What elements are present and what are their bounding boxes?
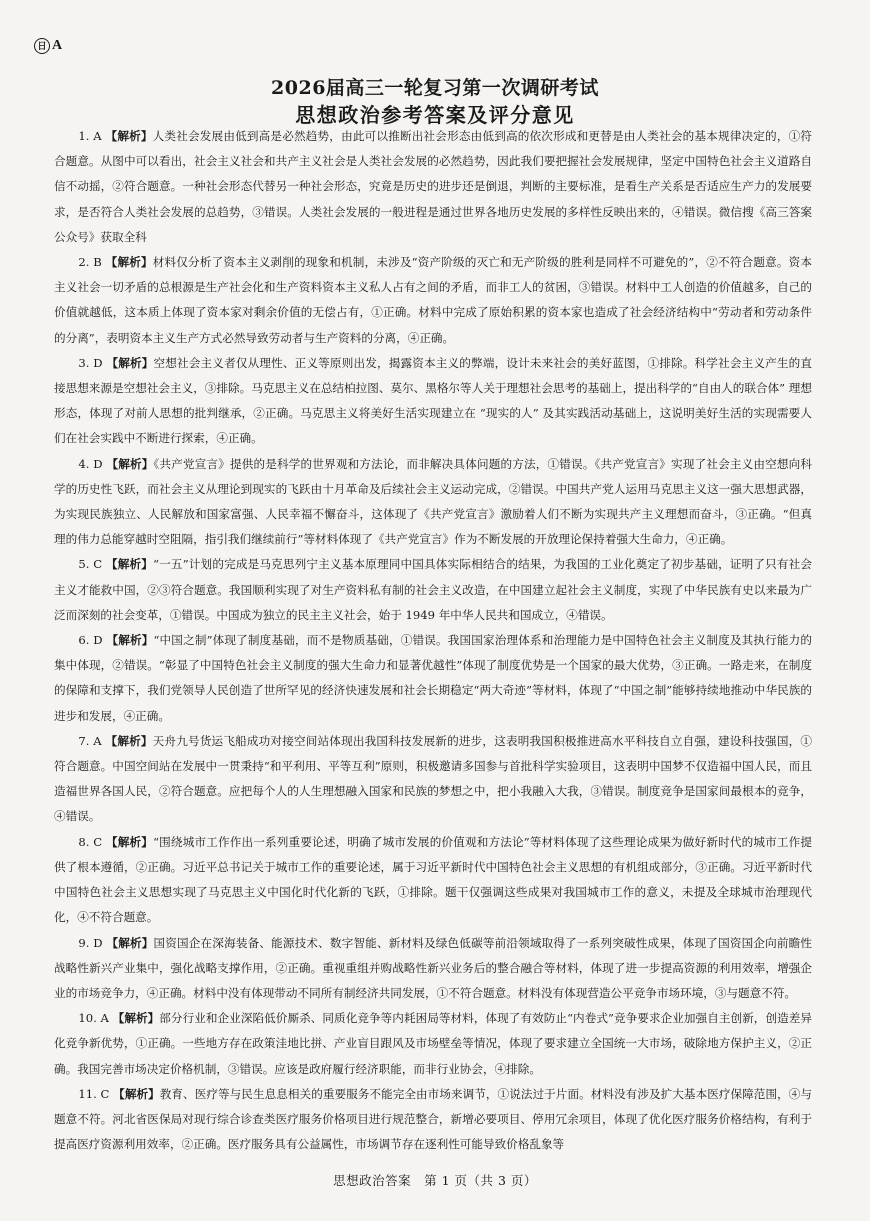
answer-text: 空想社会主义者仅从理性、正义等原则出发，揭露资本主义的弊端，设计未来社会的美好蓝图，①排除。科学社会主义产生的直接思想来源是空想社会主义，③排除。马克思主义在总结柏拉图、莫尔、黑格尔等人关于理想社会思考的基础上，提出科学的“自由人的联合体” 理想形态，体现了对前人思想的批判继承，②正确。马克思主义将美好生活实现建立在 “现实的人” 及其实践活动基础上，这说明美好生活的实现需要人们在社会实践中不断进行探索，④正确。 (54, 355, 812, 446)
answer-head: 9. D (78, 935, 103, 950)
page-footer: 思想政治答案 第 1 页（共 3 页） (333, 1173, 537, 1188)
analysis-tag: 【解析】 (113, 1086, 160, 1101)
answer-text: 《共产党宣言》提供的是科学的世界观和方法论，而非解决具体问题的方法，①错误。《共产党宣言》实现了社会主义由空想向科学的历史性飞跃，而社会主义从理论到现实的飞跃由十月革命及后续社会主义运动完成，②错误。中国共产党人运用马克思主义这一强大思想武器，为实现民族独立、人民解放和国家富强、人民幸福不懈奋斗，这体现了《共产党宣言》激励着人们不断为实现共产主义理想而奋斗，③正确。“但真理的伟力总能穿越时空阻隔，指引我们继续前行”等材料体现了《共产党宣言》作为不断发展的开放理论保持着强大生命力，④正确。 (54, 456, 813, 547)
answer-text: 教育、医疗等与民生息息相关的重要服务不能完全由市场来调节，①说法过于片面。材料没有涉及扩大基本医疗保障范围，④与题意不符。河北省医保局对现行综合诊查类医疗服务价格项目进行规范整合，新增必要项目、停用冗余项目，体现了优化医疗服务价格结构，有利于提高医疗资源利用效率，②正确。医疗服务具有公益属性，市场调节存在逐利性可能导致价格乱象等 (54, 1086, 812, 1152)
answer-item-9 (54, 931, 812, 1007)
version-circle-mark: 日 (34, 38, 50, 54)
analysis-tag: 【解析】 (106, 834, 154, 849)
analysis-tag: 【解析】 (106, 355, 154, 370)
answer-item-2 (54, 250, 812, 351)
answer-item-4 (54, 452, 812, 553)
answer-subtitle: 思想政治参考答案及评分意见 (295, 103, 575, 127)
answer-item-8 (54, 830, 812, 931)
answer-head: 4. D (78, 456, 103, 471)
answer-head: 5. C (78, 557, 103, 572)
analysis-tag: 【解析】 (106, 633, 154, 648)
answer-item-7 (54, 729, 812, 830)
analysis-tag: 【解析】 (112, 1011, 160, 1026)
analysis-tag: 【解析】 (105, 129, 153, 143)
answer-item-5 (54, 552, 812, 628)
analysis-tag: 【解析】 (106, 456, 154, 471)
analysis-tag: 【解析】 (106, 557, 154, 572)
answer-list (54, 124, 812, 1157)
answer-item-10 (54, 1006, 812, 1082)
answer-head: 1. A (78, 129, 102, 143)
answer-item-1 (54, 124, 812, 250)
answer-text: 天舟九号货运飞船成功对接空间站体现出我国科技发展新的进步，这表明我国积极推进高水平科技自立自强，建设科技强国，①符合题意。中国空间站在发展中一贯秉持“和平利用、平等互利”原则，积极邀请多国参与首批科学实验项目，这表明中国梦不仅造福中国人民，而且造福世界各国人民，②符合题意。应把每个人的人生理想融入国家和民族的梦想之中，把小我融入大我，③错误。制度竞争是国家间最根本的竞争，④错误。 (54, 733, 812, 824)
answer-item-3 (54, 351, 812, 452)
answer-text: 国资国企在深海装备、能源技术、数字智能、新材料及绿色低碳等前沿领域取得了一系列突破性成果，体现了国资国企向前瞻性战略性新兴产业集中，强化战略支撑作用，②正确。重视重组并购战略性新兴业务后的整合融合等材料，体现了进一步提高资源的利用效率，增强企业的市场竞争力，④正确。材料中没有体现带动不同所有制经济共同发展，①不符合题意。材料没有体现营造公平竞争市场环境，③与题意不符。 (54, 935, 812, 1000)
exam-title: 2026届高三一轮复习第一次调研考试 (271, 77, 599, 99)
analysis-tag: 【解析】 (105, 255, 153, 270)
answer-head: 2. B (78, 255, 102, 270)
answer-item-6 (54, 628, 812, 729)
document-header (0, 76, 870, 128)
answer-head: 3. D (78, 355, 103, 370)
answer-head: 11. C (78, 1086, 110, 1101)
answer-text: 材料仅分析了资本主义剥削的现象和机制，未涉及“资产阶级的灭亡和无产阶级的胜利是同样不可避免的”，②不符合题意。资本主义社会一切矛盾的总根源是生产社会化和生产资料资本主义私人占有之间的矛盾，而非工人的贫困，③错误。材料中工人创造的价值越多，自己的价值就越低，这本质上体现了资本家对剩余价值的无偿占有，①正确。材料中完成了原始积累的资本家也造成了社会经济结构中“劳动者和劳动条件的分离”，表明资本主义生产方式必然导致劳动者与生产资料的分离，④正确。 (54, 255, 812, 345)
answer-item-11 (54, 1082, 812, 1158)
paper-version-badge (34, 38, 62, 54)
answer-text: 部分行业和企业深陷低价厮杀、同质化竞争等内耗困局等材料，体现了有效防止“内卷式”竞争要求企业加强自主创新，创造差异化竞争新优势，①正确。一些地方存在政策洼地比拼、产业盲目跟风及市场壁垒等情况，体现了要求建立全国统一大市场，破除地方保护主义，②正确。我国完善市场决定价格机制，③错误。应该是政府履行经济职能，而非行业协会，④排除。 (54, 1011, 812, 1076)
version-letter: A (52, 38, 63, 53)
answer-head: 6. D (78, 633, 103, 648)
answer-head: 10. A (78, 1011, 109, 1026)
answer-text: “中国之制”体现了制度基础，而不是物质基础，①错误。我国国家治理体系和治理能力是中国特色社会主义制度及其执行能力的集中体现，②错误。“彰显了中国特色社会主义制度的强大生命力和显著优越性”体现了制度优势是一个国家的最大优势，③正确。一路走来，在制度的保障和支撑下，我们党领导人民创造了世所罕见的经济快速发展和社会长期稳定“两大奇迹”等材料，体现了“中国之制”能够持续地推动中华民族的进步和发展，④正确。 (54, 633, 813, 723)
analysis-tag: 【解析】 (106, 935, 154, 950)
answer-text: “围绕城市工作作出一系列重要论述，明确了城市发展的价值观和方法论”等材料体现了这些理论成果为做好新时代的城市工作提供了根本遵循，②正确。习近平总书记关于城市工作的重要论述，属于习近平新时代中国特色社会主义思想的有机组成部分，③正确。习近平新时代中国特色社会主义思想实现了马克思主义中国化时代化新的飞跃，①排除。题干仅强调这些成果对我国城市工作的意义，未提及全球城市治理现代化，④不符合题意。 (54, 834, 813, 925)
answer-head: 8. C (78, 834, 103, 849)
analysis-tag: 【解析】 (105, 733, 153, 748)
answer-text: 人类社会发展由低到高是必然趋势，由此可以推断出社会形态由低到高的依次形成和更替是由人类社会的基本规律决定的，①符合题意。从图中可以看出，社会主义社会和共产主义社会是人类社会发展的必然趋势，因此我们要把握社会发展规律，坚定中国特色社会主义道路自信不动摇，②符合题意。一种社会形态代替另一种社会形态，究竟是历史的进步还是倒退，判断的主要标准，是看生产关系是否适应生产力的发展要求，是否符合人类社会发展的总趋势，③错误。人类社会发展的一般进程是通过世界各地历史发展的多样性反映出来的，④错误。微信搜《高三答案公众号》获取全科 (54, 129, 812, 244)
answer-text: “一五”计划的完成是马克思列宁主义基本原理同中国具体实际相结合的结果，为我国的工业化奠定了初步基础，证明了只有社会主义才能救中国，②③符合题意。我国顺利实现了对生产资料私有制的社会主义改造，在中国建立起社会主义制度，实现了中华民族有史以来最为广泛而深刻的社会变革，①错误。中国成为独立的民主主义社会，始于 1949 年中华人民共和国成立，④错误。 (54, 557, 813, 622)
answer-head: 7. A (78, 733, 102, 748)
